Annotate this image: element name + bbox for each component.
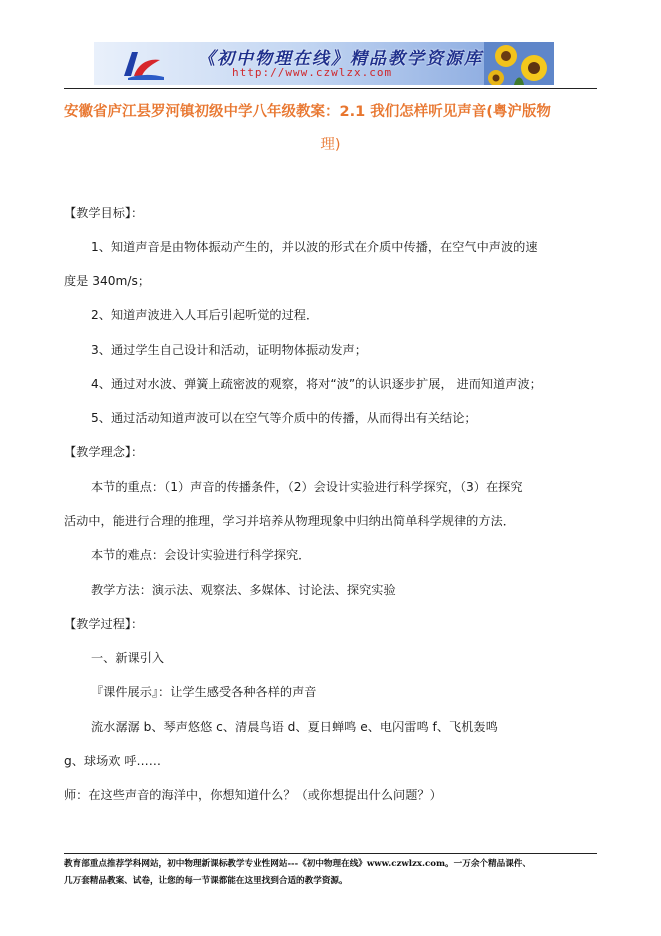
banner-url[interactable]: http://www.czwlzx.com — [232, 66, 393, 79]
sunflower-icon — [484, 42, 554, 85]
courseware-display: 『课件展示』：让学生感受各种各样的声音 — [91, 685, 317, 699]
document-title — [64, 96, 597, 162]
footer-line-1: 教育部重点推荐学科网站，初中物理新课标教学专业性网站---《初中物理在线》www.czwlzx.com。一万余个精品课件、 — [64, 859, 531, 869]
goals-heading: 【教学目标】： — [64, 206, 144, 220]
goal-1-line-2: 度是 340m/s； — [64, 274, 151, 288]
footer — [64, 856, 597, 890]
header-banner — [94, 42, 554, 85]
key-points-line-2: 活动中，能进行合理的推理，学习并培养从物理现象中归纳出简单科学规律的方法． — [64, 514, 515, 528]
concept-heading: 【教学理念】： — [64, 445, 144, 459]
process-heading: 【教学过程】： — [64, 617, 144, 631]
goal-4: 4、通过对水波、弹簧上疏密波的观察，将对“波”的认识逐步扩展， 进而知道声波； — [91, 377, 542, 391]
key-points-line-1: 本节的重点：（1）声音的传播条件，（2）会设计实验进行科学探究，（3）在探究 — [91, 480, 523, 494]
header-divider — [64, 88, 597, 89]
goal-2: 2、知道声波进入人耳后引起听觉的过程． — [91, 308, 319, 322]
section-intro: 一、新课引入 — [91, 651, 165, 665]
sounds-list-line-1: 流水潺潺 b、琴声悠悠 c、清晨鸟语 d、夏日蝉鸣 e、电闪雷鸣 f、飞机轰鸣 — [91, 720, 498, 734]
footer-line-2: 几万套精品教案、试卷，让您的每一节课都能在这里找到合适的教学资源。 — [64, 876, 348, 886]
banner-title: 《初中物理在线》精品教学资源库 — [198, 49, 483, 69]
teacher-question: 师：在这些声音的海洋中，你想知道什么？（或你想提出什么问题？） — [64, 788, 442, 802]
teaching-methods: 教学方法：演示法、观察法、多媒体、讨论法、探究实验 — [91, 583, 396, 597]
footer-divider — [64, 853, 597, 854]
goal-5: 5、通过活动知道声波可以在空气等介质中的传播，从而得出有关结论； — [91, 411, 477, 425]
site-logo-icon — [118, 46, 166, 82]
difficulty: 本节的难点：会设计实验进行科学探究． — [91, 548, 311, 562]
document-title-line1: 安徽省庐江县罗河镇初级中学八年级教案：2.1 我们怎样听见声音(粤沪版物 — [64, 104, 551, 120]
goal-3: 3、通过学生自己设计和活动，证明物体振动发声； — [91, 343, 367, 357]
sounds-list-line-2: g、球场欢 呼…… — [64, 754, 161, 768]
document-title-line2: 理) — [320, 137, 341, 153]
goal-1-line-1: 1、知道声音是由物体振动产生的，并以波的形式在介质中传播，在空气中声波的速 — [91, 240, 538, 254]
